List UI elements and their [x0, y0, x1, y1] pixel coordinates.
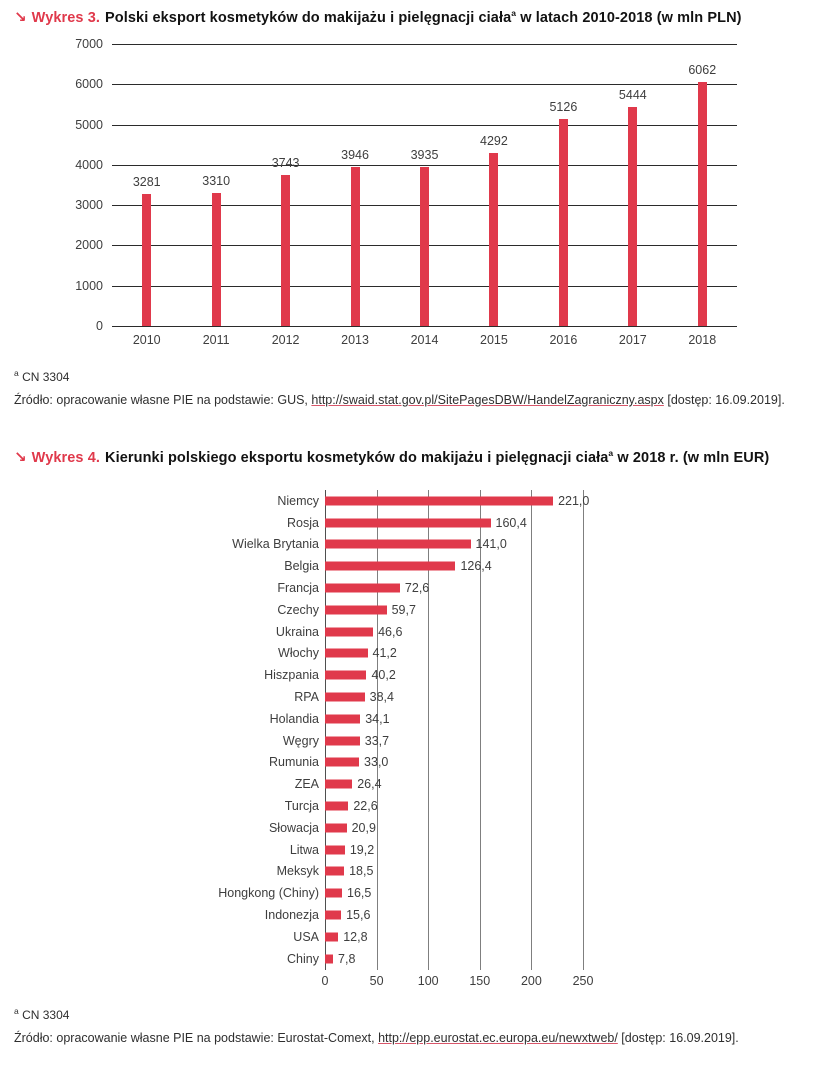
- bar-track: [325, 512, 811, 534]
- bar-track: [325, 664, 811, 686]
- arrow-icon: ↘: [14, 449, 27, 466]
- value-label: 40,2: [371, 668, 396, 683]
- source-link-eurostat[interactable]: http://epp.eurostat.ec.europa.eu/newxtweb/: [378, 1030, 618, 1045]
- value-label: 59,7: [391, 602, 416, 617]
- category-label: Węgry: [282, 733, 319, 748]
- figure-label: Wykres 4.: [31, 450, 101, 466]
- bar: [325, 867, 344, 876]
- value-label: 18,5: [349, 864, 374, 879]
- y-tick-label: 6000: [75, 77, 103, 92]
- chart-row: [14, 948, 811, 970]
- bar: [325, 823, 347, 832]
- source-line: Źródło: opracowanie własne PIE na podstawie: Eurostat-Comext, http://epp.eurostat.ec.europa.eu/newxtweb/ [dostęp: 16.09.2019].: [14, 1030, 739, 1045]
- figure-label: Wykres 3.: [31, 10, 101, 26]
- bar: [142, 194, 151, 326]
- gridline: [112, 125, 737, 126]
- bar-track: [325, 577, 811, 599]
- chart-row: [14, 904, 811, 926]
- category-label: Rumunia: [268, 755, 319, 770]
- value-label: 126,4: [460, 559, 492, 574]
- bar-track: [325, 904, 811, 926]
- chart-row: [14, 686, 811, 708]
- bar: [325, 540, 471, 549]
- bar: [325, 649, 368, 658]
- figure-wykres-3: [14, 8, 811, 410]
- source-link-gus[interactable]: http://swaid.stat.gov.pl/SitePagesDBW/HandelZagraniczny.aspx: [311, 393, 664, 407]
- value-label: 20,9: [351, 820, 376, 835]
- bar: [325, 780, 352, 789]
- value-label: 7,8: [338, 951, 356, 966]
- bar-chart-export-pln: [75, 37, 737, 347]
- chart-row: [14, 730, 811, 752]
- bar-track: [325, 730, 811, 752]
- value-label: 141,0: [475, 537, 507, 552]
- bar: [325, 954, 333, 963]
- category-label: Wielka Brytania: [232, 537, 319, 552]
- x-tick-label: 50: [369, 973, 384, 988]
- chart-row: [14, 664, 811, 686]
- x-tick-label: 2012: [271, 333, 300, 347]
- bar-track: [325, 926, 811, 948]
- category-label: Litwa: [289, 842, 319, 857]
- plot-area: [14, 490, 811, 970]
- bar-track: [325, 708, 811, 730]
- chart-row: [14, 882, 811, 904]
- y-tick-label: 5000: [75, 117, 103, 132]
- bar-track: [325, 882, 811, 904]
- bar: [325, 562, 455, 571]
- title-footnote-marker: a: [511, 8, 517, 19]
- y-tick-label: 3000: [75, 198, 103, 213]
- x-tick-label: 2016: [549, 333, 578, 347]
- bar: [559, 119, 568, 326]
- chart-row: [14, 817, 811, 839]
- value-label: 38,4: [369, 690, 394, 705]
- bar-track: [325, 621, 811, 643]
- bar-track: [325, 839, 811, 861]
- bar: [351, 167, 360, 326]
- title-footnote-marker: a: [608, 448, 614, 459]
- bar: [325, 671, 366, 680]
- x-tick-label: 2017: [618, 333, 647, 347]
- footnote: $^a$ CN 3304: [14, 1005, 70, 1022]
- value-label: 26,4: [357, 777, 382, 792]
- bar: [325, 889, 342, 898]
- chart-row: [14, 490, 811, 512]
- x-axis: [321, 970, 811, 990]
- y-tick-label: 0: [96, 319, 103, 333]
- chart-row: [14, 926, 811, 948]
- value-label: 33,7: [364, 733, 390, 748]
- x-tick-label: 2010: [132, 333, 161, 347]
- figure-wykres-4: [14, 448, 811, 1048]
- value-label: 3946: [341, 148, 369, 162]
- value-label: 34,1: [365, 711, 390, 726]
- chart-row: [14, 861, 811, 883]
- bar: [325, 584, 400, 593]
- bar: [325, 714, 360, 723]
- chart1-title: [14, 8, 811, 28]
- category-label: Hongkong (Chiny): [218, 886, 319, 901]
- value-label: 19,2: [349, 842, 375, 857]
- category-label: Francja: [277, 581, 319, 596]
- arrow-icon: ↘: [14, 9, 27, 26]
- value-label: 5444: [618, 88, 647, 102]
- bar-track: [325, 534, 811, 556]
- category-label: Belgia: [284, 559, 319, 574]
- gridline: [112, 165, 737, 166]
- value-label: 22,6: [353, 799, 378, 814]
- value-label: 3935: [410, 148, 439, 162]
- x-tick-label: 0: [321, 973, 329, 988]
- footnote: $^a$ CN 3304: [14, 368, 70, 384]
- chart-row: [14, 577, 811, 599]
- chart-row: [14, 599, 811, 621]
- x-tick-label: 2015: [480, 333, 508, 347]
- value-label: 5126: [549, 100, 578, 114]
- bar: [325, 605, 387, 614]
- category-label: Indonezja: [264, 908, 319, 923]
- gridline: [112, 84, 737, 85]
- category-label: Meksyk: [276, 864, 319, 879]
- bar-track: [325, 752, 811, 774]
- bar: [628, 107, 637, 326]
- value-label: 33,0: [364, 755, 389, 770]
- y-tick-label: 7000: [75, 37, 103, 51]
- category-label: USA: [293, 929, 319, 944]
- gridline: [112, 326, 737, 327]
- x-tick-label: 100: [417, 973, 439, 988]
- category-label: Niemcy: [277, 493, 319, 508]
- value-label: 41,2: [372, 646, 397, 661]
- y-tick-label: 4000: [75, 157, 103, 172]
- chart-row: [14, 773, 811, 795]
- value-label: 12,8: [343, 929, 368, 944]
- bar-track: [325, 861, 811, 883]
- bar: [698, 82, 707, 326]
- bar-track: [325, 643, 811, 665]
- bar: [325, 736, 360, 745]
- gridline: [112, 44, 737, 45]
- bar-track: [325, 795, 811, 817]
- bar: [212, 193, 221, 326]
- category-label: ZEA: [294, 777, 319, 792]
- bar-track: [325, 686, 811, 708]
- category-label: Słowacja: [268, 820, 319, 835]
- value-label: 3310: [202, 174, 231, 188]
- bar-track: [325, 773, 811, 795]
- x-tick-label: 2011: [202, 333, 230, 347]
- category-label: Włochy: [278, 646, 319, 661]
- chart2-title: [14, 448, 811, 468]
- value-label: 160,4: [495, 515, 527, 530]
- category-label: Hiszpania: [264, 668, 319, 683]
- x-tick-label: 2013: [341, 333, 369, 347]
- value-label: 16,5: [347, 886, 372, 901]
- category-label: Ukraina: [275, 624, 319, 639]
- chart-row: [14, 555, 811, 577]
- bar: [325, 518, 491, 527]
- bar-track: [325, 555, 811, 577]
- bar-track: [325, 490, 811, 512]
- figure-title-text: Kierunki polskiego eksportu kosmetyków do makijażu i pielęgnacji ciała$^a$ w 2018 r. (w mln EUR): [105, 448, 770, 466]
- value-label: 15,6: [346, 908, 371, 923]
- bar-track: [325, 948, 811, 970]
- category-label: Rosja: [287, 515, 319, 530]
- bar: [281, 175, 290, 326]
- value-label: 3743: [271, 156, 300, 170]
- x-tick-label: 200: [520, 973, 542, 988]
- value-label: 6062: [688, 63, 717, 77]
- bar: [325, 911, 341, 920]
- bar: [489, 153, 498, 326]
- value-label: 72,6: [404, 581, 430, 596]
- bar: [325, 845, 345, 854]
- category-label: RPA: [294, 690, 319, 705]
- source-line: Źródło: opracowanie własne PIE na podstawie: GUS, http://swaid.stat.gov.pl/SitePagesDBW/HandelZagraniczny.aspx [dostęp: 16.09.2019].: [14, 393, 785, 407]
- category-label: Turcja: [284, 799, 319, 814]
- bar: [325, 627, 373, 636]
- bar: [325, 758, 359, 767]
- category-label: Chiny: [287, 951, 319, 966]
- x-tick-label: 2018: [688, 333, 717, 347]
- figure-title-text: Polski eksport kosmetyków do makijażu i pielęgnacji ciała$^a$ w latach 2010-2018 (w mln PLN): [105, 8, 742, 26]
- bar: [325, 932, 338, 941]
- chart-row: [14, 708, 811, 730]
- value-label: 4292: [480, 134, 508, 148]
- x-tick-label: 250: [572, 973, 594, 988]
- value-label: 3281: [132, 175, 161, 189]
- category-label: Czechy: [277, 602, 319, 617]
- bar: [325, 693, 365, 702]
- x-tick-label: 2014: [410, 333, 439, 347]
- y-tick-label: 1000: [75, 278, 103, 293]
- footnote-marker: a: [14, 368, 19, 378]
- x-tick-label: 150: [469, 973, 491, 988]
- footnote-marker: a: [14, 1005, 19, 1016]
- chart-row: [14, 839, 811, 861]
- bar: [420, 167, 429, 326]
- chart-row: [14, 795, 811, 817]
- chart-row: [14, 643, 811, 665]
- y-tick-label: 2000: [75, 238, 103, 253]
- category-label: Holandia: [269, 711, 319, 726]
- bar-chart-export-directions-eur: [14, 490, 811, 990]
- chart-row: [14, 752, 811, 774]
- bar-track: [325, 599, 811, 621]
- value-label: 221,0: [558, 493, 590, 508]
- bar-track: [325, 817, 811, 839]
- value-label: 46,6: [378, 624, 403, 639]
- chart-row: [14, 512, 811, 534]
- bar: [325, 496, 553, 505]
- chart-row: [14, 534, 811, 556]
- bar: [325, 802, 348, 811]
- chart-row: [14, 621, 811, 643]
